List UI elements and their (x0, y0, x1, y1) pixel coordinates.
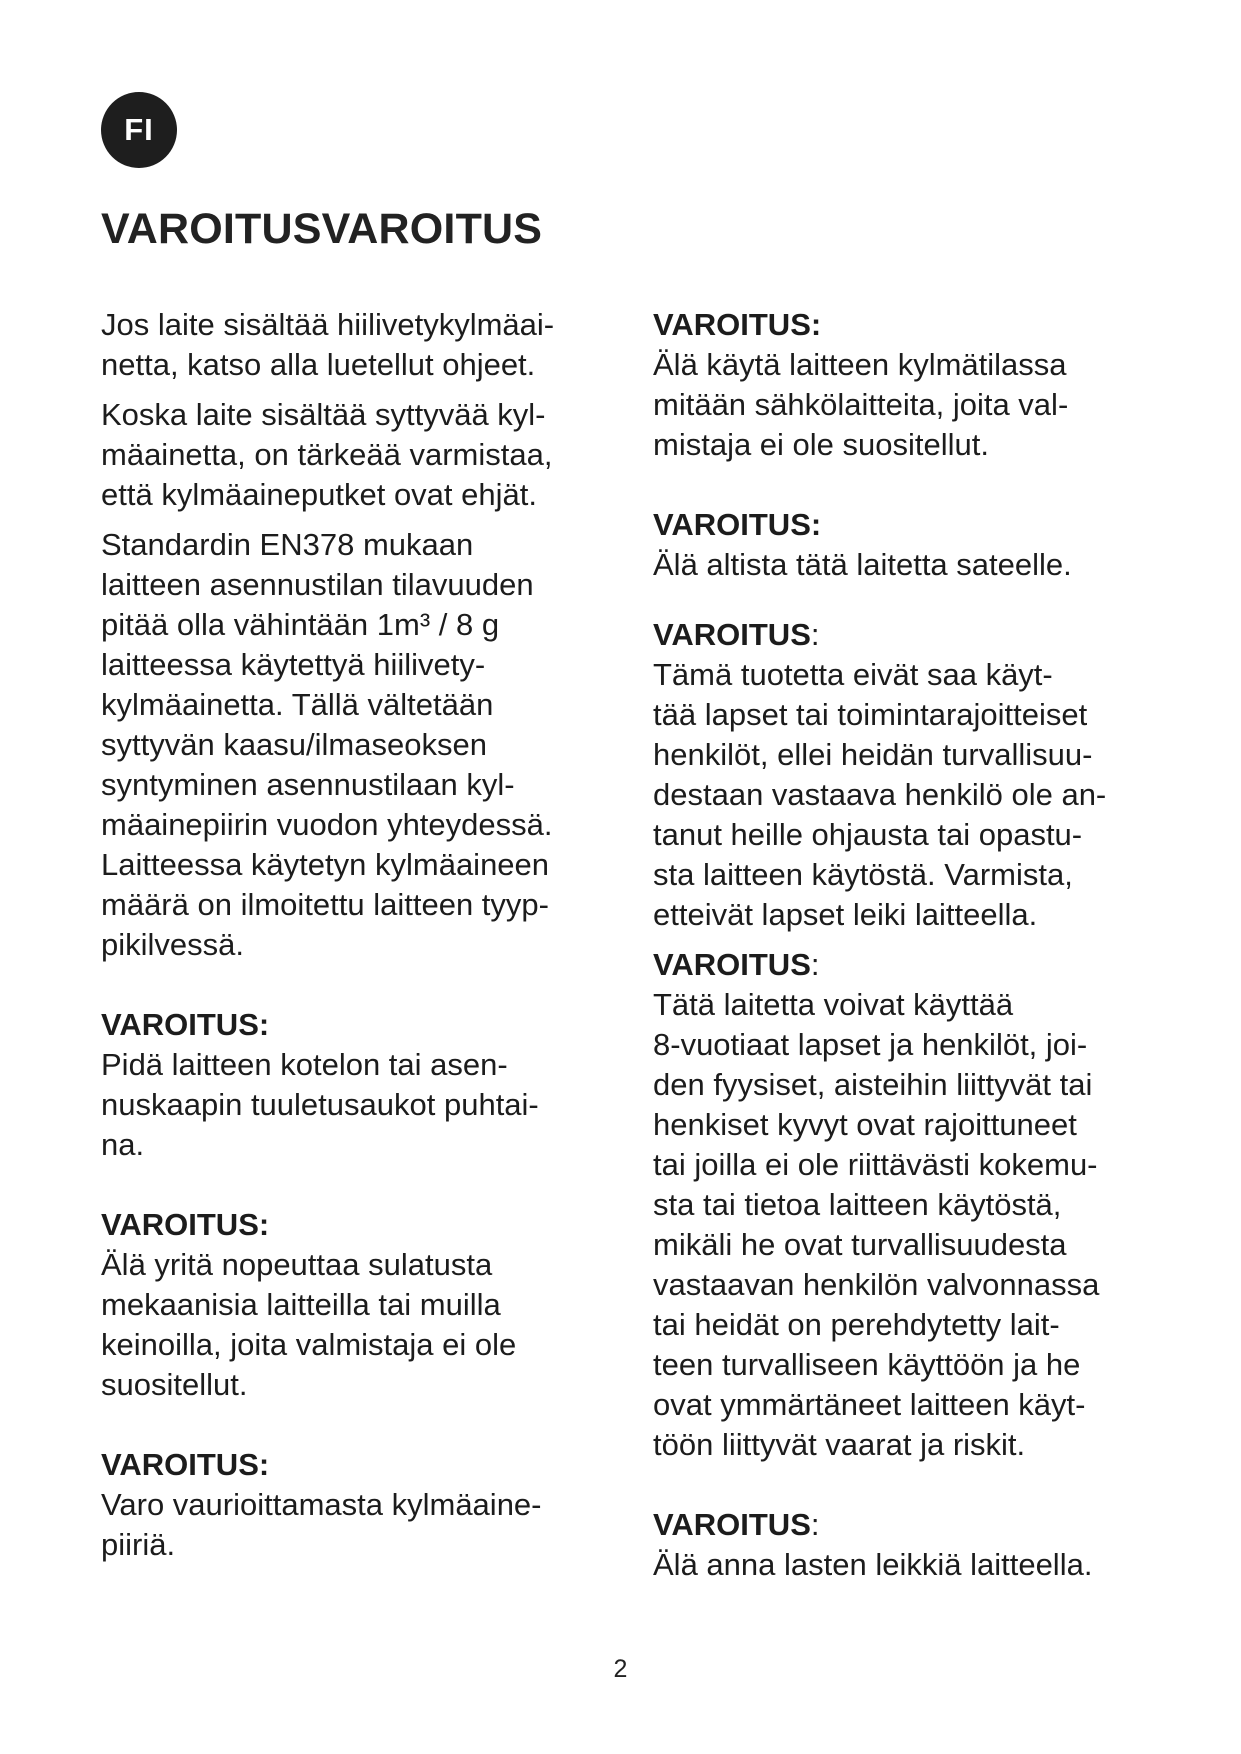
warning-colon: : (810, 947, 820, 982)
warning-heading: VAROITUS: (653, 307, 822, 342)
warning-colon: : (810, 1507, 820, 1542)
warning-text: Tätä laitetta voivat käyttää 8-vuotiaat lapset ja henkilöt, joi- den fyysiset, aisteihin liittyvät tai henkiset kyvyt ovat rajoittuneet tai joilla ei ole riittävästi kokemu- sta tai tietoa laitteen käytöstä, mikäli he ovat turvallisuudesta vastaavan henkilön valvonnassa tai heidät on perehdytetty lait- teen turvalliseen käyttöön ja he ovat ymmärtäneet laitteen käyt- töön liittyvät vaarat ja riskit. (653, 987, 1100, 1462)
language-code: FI (124, 112, 154, 147)
warning-heading: VAROITUS: (101, 1207, 270, 1242)
warning-text: Älä yritä nopeuttaa sulatusta mekaanisia laitteilla tai muilla keinoilla, joita valmistaja ei ole suositellut. (101, 1247, 517, 1402)
warning-text: Älä käytä laitteen kylmätilassa mitään sähkölaitteita, joita val- mistaja ei ole suositellut. (653, 347, 1069, 462)
warning-text: Älä anna lasten leikkiä laitteella. (653, 1547, 1093, 1582)
intro-paragraph-3: Standardin EN378 mukaan laitteen asennustilan tilavuuden pitää olla vähintään 1m³ / 8 g laitteessa käytettyä hiilivety- kylmäainetta. Tällä vältetään syttyvän kaasu/ilmaseoksen syntyminen asennustilaan kyl- mäainepiirin vuodon yhteydessä. Laitteessa käytetyn kylmäaineen määrä on ilmoitettu laitteen tyyp- pikilvessä. (101, 527, 553, 962)
warning-text: Varo vaurioittamasta kylmäaine- piiriä. (101, 1487, 542, 1562)
right-column (653, 305, 1153, 1585)
warning-heading: VAROITUS (653, 1507, 811, 1542)
intro-paragraph-2: Koska laite sisältää syttyvää kyl- mäainetta, on tärkeää varmistaa, että kylmäaineputket ovat ehjät. (101, 397, 553, 512)
warning-heading-row (653, 1505, 1153, 1545)
warning-heading: VAROITUS: (653, 507, 822, 542)
left-column (101, 305, 621, 1565)
warning-text: Tämä tuotetta eivät saa käyt- tää lapset tai toimintarajoitteiset henkilöt, ellei heidän turvallisuu- destaan vastaava henkilö ole an- tanut heille ohjausta tai opastu- sta laitteen käytöstä. Varmista, etteivät lapset leiki laitteella. (653, 657, 1107, 932)
warning-heading: VAROITUS: (101, 1447, 270, 1482)
warning-text: Älä altista tätä laitetta sateelle. (653, 547, 1072, 582)
intro-paragraph-1: Jos laite sisältää hiilivetykylmäai- netta, katso alla luetellut ohjeet. (101, 307, 555, 382)
warning-heading-row (653, 945, 1153, 985)
warning-heading: VAROITUS: (101, 1007, 270, 1042)
warning-heading: VAROITUS (653, 617, 811, 652)
page-number: 2 (613, 1655, 628, 1683)
warning-colon: : (810, 617, 820, 652)
warning-text: Pidä laitteen kotelon tai asen- nuskaapin tuuletusaukot puhtai- na. (101, 1047, 539, 1162)
warning-heading-row (653, 615, 1153, 655)
warning-heading: VAROITUS (653, 947, 811, 982)
page-title: VAROITUSVAROITUS (101, 205, 543, 253)
language-badge (101, 92, 177, 168)
